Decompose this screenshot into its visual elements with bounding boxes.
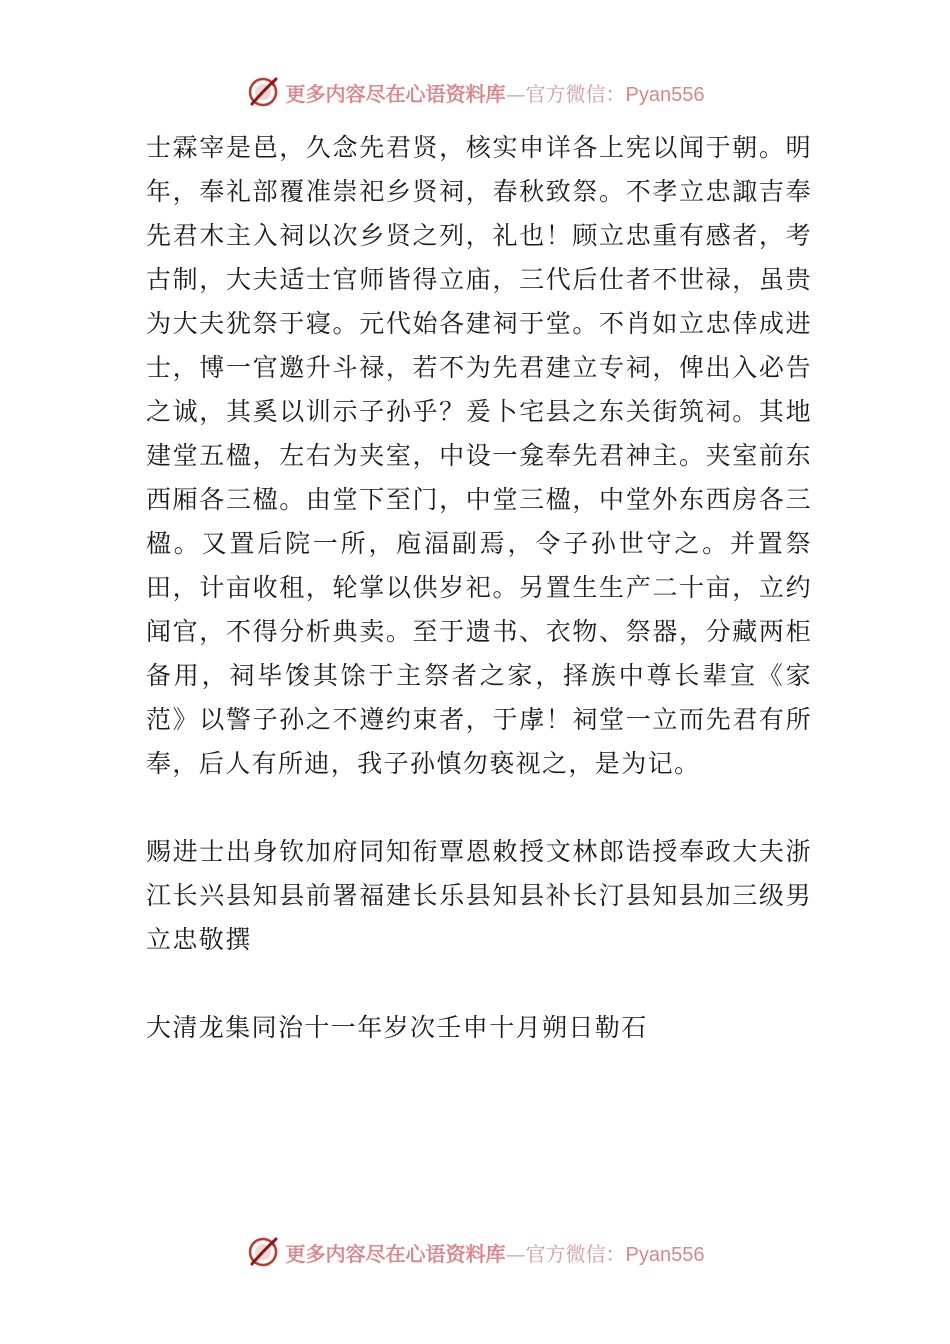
header-wechat-label: 官方微信：: [525, 81, 626, 106]
main-paragraph: 士霖宰是邑，久念先君贤，核实申详各上宪以闻于朝。明年，奉礼部覆准崇祀乡贤祠，春秋致祭。不孝立忠諏吉奉先君木主入祠以次乡贤之列，礼也！顾立忠重有感者，考古制，大夫适士官师皆得立庙，三代后仕者不世禄，虽贵为大夫犹祭于寝。元代始各建祠于堂。不肖如立忠倖成进士，博一官邀升斗禄，若不为先君建立专祠，俾出入必告之诚，其奚以训示子孙乎？爰卜宅县之东关街筑祠。其地建堂五楹，左右为夹室，中设一龛奉先君神主。夹室前东西厢各三楹。由堂下至门，中堂三楹，中堂外东西房各三楹。又置后院一所，庖湢副焉，令子孙世守之。并置祭田，计亩收租，轮掌以供岁祀。另置生生产二十亩，立约闻官，不得分析典卖。至于遗书、衣物、祭器，分藏两柜备用，祠毕馂其馀于主祭者之家，择族中尊长辈宣《家范》以警子孙之不遵约束者，于虖！祠堂一立而先君有所奉，后人有所迪，我子孙慎勿亵视之，是为记。: [146, 133, 812, 778]
author-signature-paragraph: 赐进士出身钦加府同知衔覃恩敕授文林郎诰授奉政大夫浙江长兴县知县前署福建长乐县知县补长汀县知县加三级男立忠敬撰: [146, 837, 812, 954]
header-banner-text: [286, 78, 705, 107]
brush-logo-icon: [246, 75, 280, 109]
footer-wechat-label: 官方微信：: [525, 1241, 626, 1266]
header-banner: [0, 70, 950, 114]
footer-wechat-id: Pyan556: [625, 1243, 705, 1266]
header-dash: —: [505, 81, 526, 106]
footer-dash: —: [505, 1241, 526, 1266]
footer-banner-text: [286, 1238, 705, 1267]
footer-brand-text: 更多内容尽在心语资料库: [285, 1241, 506, 1266]
header-wechat-id: Pyan556: [625, 83, 705, 106]
document-body: [146, 126, 812, 1050]
date-inscription-paragraph: 大清龙集同治十一年岁次壬申十月朔日勒石: [146, 1013, 648, 1042]
header-brand-text: 更多内容尽在心语资料库: [285, 81, 506, 106]
brush-logo-icon: [246, 1235, 280, 1269]
footer-banner: [0, 1230, 950, 1274]
